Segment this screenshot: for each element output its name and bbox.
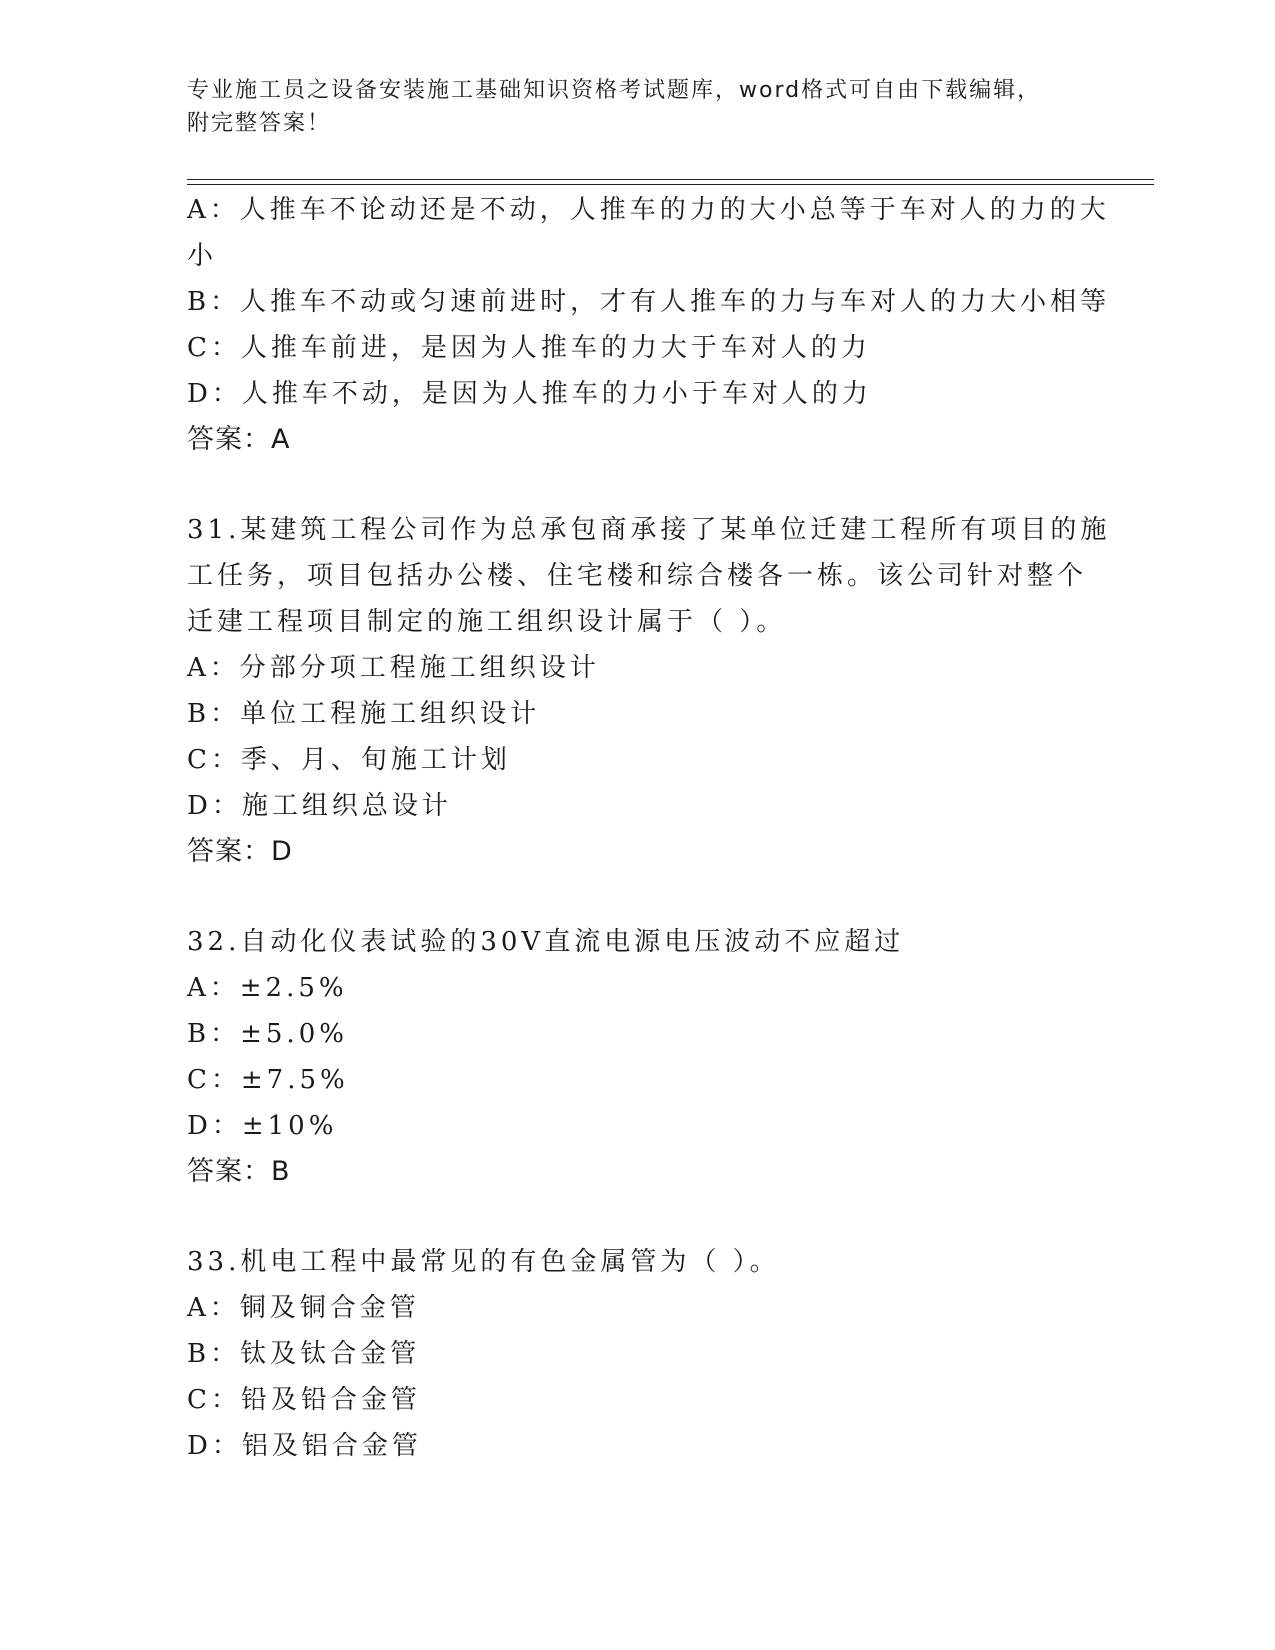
header-title-line-1: 专业施工员之设备安装施工基础知识资格考试题库，word格式可自由下载编辑，	[187, 78, 1042, 103]
question-30-option-c: C：人推车前进，是因为人推车的力大于车对人的力	[187, 333, 871, 363]
header-title-line-2: 附完整答案！	[187, 111, 332, 136]
header-divider-top	[187, 179, 1154, 180]
question-31-block	[187, 507, 1111, 875]
question-33-option-a: A：铜及铜合金管	[187, 1293, 420, 1323]
question-32-option-b: B：±5.0%	[187, 1019, 348, 1049]
question-32-answer: 答案：B	[187, 1156, 291, 1187]
question-30-block	[187, 187, 1111, 463]
question-31-answer: 答案：D	[187, 836, 293, 867]
question-33-block	[187, 1239, 1087, 1469]
question-31-stem-line-1: 31.某建筑工程公司作为总承包商承接了某单位迁建工程所有项目的施	[187, 515, 1111, 545]
question-30-option-d: D：人推车不动，是因为人推车的力小于车对人的力	[187, 379, 872, 409]
question-30-option-b: B：人推车不动或匀速前进时，才有人推车的力与车对人的力大小相等	[187, 287, 1111, 317]
question-33-stem: 33.机电工程中最常见的有色金属管为（ ）。	[187, 1247, 780, 1277]
question-31-option-b: B：单位工程施工组织设计	[187, 699, 541, 729]
question-33-option-d: D：铝及铝合金管	[187, 1431, 422, 1461]
question-32-option-c: C：±7.5%	[187, 1065, 349, 1095]
question-31-stem-line-3: 迁建工程项目制定的施工组织设计属于（ ）。	[187, 607, 787, 637]
question-33-option-c: C：铅及铅合金管	[187, 1385, 421, 1415]
question-30-answer: 答案：A	[187, 424, 291, 455]
question-list	[187, 187, 1111, 1469]
document-header	[187, 74, 1067, 140]
spacer	[187, 463, 1087, 507]
question-32-stem: 32.自动化仪表试验的30V直流电源电压波动不应超过	[187, 927, 905, 957]
question-31-option-c: C：季、月、旬施工计划	[187, 745, 511, 775]
question-33-option-b: B：钛及钛合金管	[187, 1339, 421, 1369]
spacer	[187, 1195, 1087, 1239]
question-30-option-a-line-1: A：人推车不论动还是不动，人推车的力的大小总等于车对人的力的大	[187, 195, 1110, 225]
question-31-option-d: D：施工组织总设计	[187, 791, 452, 821]
question-32-block	[187, 919, 1087, 1195]
spacer	[187, 875, 1087, 919]
question-30-option-a-line-2: 小	[187, 241, 218, 271]
question-32-option-d: D：±10%	[187, 1111, 338, 1141]
question-32-option-a: A：±2.5%	[187, 973, 348, 1003]
question-31-option-a: A：分部分项工程施工组织设计	[187, 653, 600, 683]
header-divider-bottom	[187, 184, 1154, 185]
question-31-stem-line-2: 工任务，项目包括办公楼、住宅楼和综合楼各一栋。该公司针对整个	[187, 561, 1088, 591]
